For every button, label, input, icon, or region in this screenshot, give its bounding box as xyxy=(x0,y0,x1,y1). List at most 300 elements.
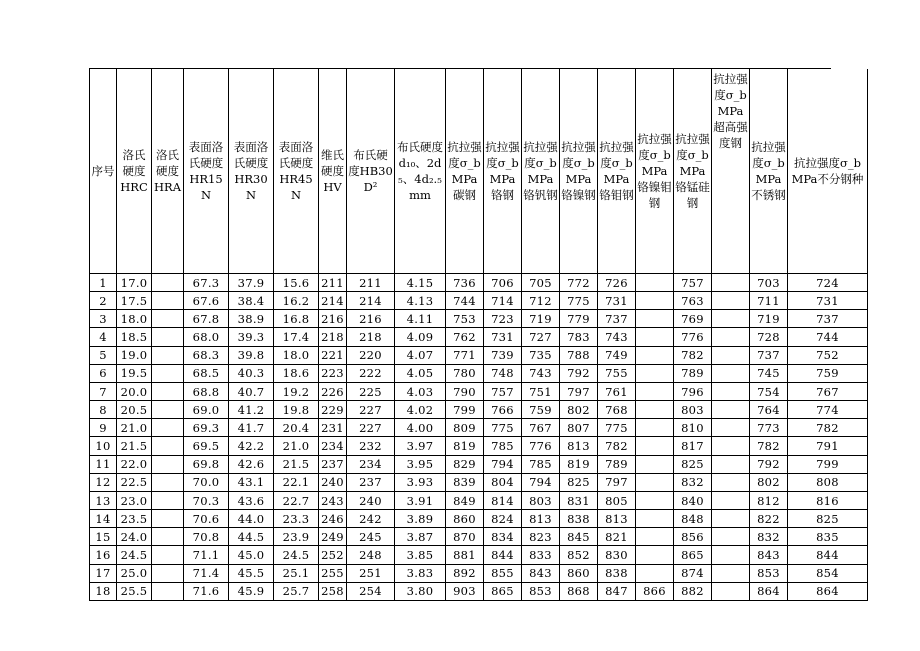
table-cell: 854 xyxy=(788,565,868,583)
table-cell: 3.80 xyxy=(395,583,446,601)
table-cell: 743 xyxy=(522,365,560,383)
table-cell: 860 xyxy=(446,510,484,528)
table-cell: 731 xyxy=(788,292,868,310)
table-cell: 731 xyxy=(484,328,522,346)
table-cell: 24.5 xyxy=(274,546,319,564)
table-cell: 4.15 xyxy=(395,274,446,292)
row-index-cell: 13 xyxy=(90,492,117,510)
table-cell: 227 xyxy=(347,401,395,419)
table-cell: 4.00 xyxy=(395,419,446,437)
table-cell: 222 xyxy=(347,365,395,383)
row-index-cell: 7 xyxy=(90,383,117,401)
table-cell: 864 xyxy=(788,583,868,601)
row-index-cell: 18 xyxy=(90,583,117,601)
table-cell xyxy=(636,365,674,383)
table-cell: 17.0 xyxy=(117,274,152,292)
table-cell: 22.0 xyxy=(117,456,152,474)
table-cell: 804 xyxy=(484,474,522,492)
table-cell: 835 xyxy=(788,528,868,546)
table-cell: 214 xyxy=(347,292,395,310)
table-cell: 712 xyxy=(522,292,560,310)
table-cell: 234 xyxy=(347,456,395,474)
table-cell: 773 xyxy=(750,419,788,437)
table-cell: 736 xyxy=(446,274,484,292)
table-cell xyxy=(152,528,184,546)
table-cell: 832 xyxy=(750,528,788,546)
table-cell xyxy=(152,347,184,365)
table-cell: 797 xyxy=(598,474,636,492)
table-cell: 234 xyxy=(319,437,347,455)
table-cell: 70.6 xyxy=(184,510,229,528)
row-index-cell: 9 xyxy=(90,419,117,437)
table-cell: 18.6 xyxy=(274,365,319,383)
table-cell: 825 xyxy=(788,510,868,528)
table-cell: 38.4 xyxy=(229,292,274,310)
table-cell xyxy=(152,292,184,310)
table-cell: 3.91 xyxy=(395,492,446,510)
table-cell: 865 xyxy=(674,546,712,564)
table-cell: 755 xyxy=(598,365,636,383)
table-cell: 844 xyxy=(484,546,522,564)
table-cell: 864 xyxy=(750,583,788,601)
table-cell: 68.3 xyxy=(184,347,229,365)
table-cell: 70.3 xyxy=(184,492,229,510)
table-cell: 69.3 xyxy=(184,419,229,437)
table-cell: 23.3 xyxy=(274,510,319,528)
table-cell: 220 xyxy=(347,347,395,365)
table-cell xyxy=(152,474,184,492)
table-cell: 216 xyxy=(319,310,347,328)
table-cell: 246 xyxy=(319,510,347,528)
table-cell xyxy=(636,474,674,492)
table-cell: 775 xyxy=(598,419,636,437)
table-cell: 218 xyxy=(319,328,347,346)
table-cell: 728 xyxy=(750,328,788,346)
table-cell: 794 xyxy=(484,456,522,474)
table-cell: 782 xyxy=(750,437,788,455)
table-cell: 41.7 xyxy=(229,419,274,437)
hardness-conversion-table xyxy=(89,68,864,601)
table-cell: 4.13 xyxy=(395,292,446,310)
table-cell: 211 xyxy=(347,274,395,292)
table-cell: 4.03 xyxy=(395,383,446,401)
header-cell: 布氏硬度d₁₀、2d₅、4d₂.₅mm xyxy=(395,69,446,274)
table-cell: 739 xyxy=(484,347,522,365)
header-cell: 序号 xyxy=(90,69,117,274)
table-cell: 15.6 xyxy=(274,274,319,292)
table-cell: 227 xyxy=(347,419,395,437)
table-cell xyxy=(152,365,184,383)
table-cell xyxy=(636,274,674,292)
table-cell xyxy=(712,492,750,510)
table-cell: 797 xyxy=(560,383,598,401)
table-cell: 810 xyxy=(674,419,712,437)
table-cell: 757 xyxy=(674,274,712,292)
table-cell: 860 xyxy=(560,565,598,583)
table-cell xyxy=(712,419,750,437)
table-cell: 221 xyxy=(319,347,347,365)
table-cell: 776 xyxy=(522,437,560,455)
table-cell: 20.4 xyxy=(274,419,319,437)
table-cell xyxy=(712,310,750,328)
table-cell: 4.07 xyxy=(395,347,446,365)
table-cell xyxy=(152,492,184,510)
table-cell: 21.0 xyxy=(117,419,152,437)
table-cell: 23.0 xyxy=(117,492,152,510)
table-cell: 829 xyxy=(446,456,484,474)
table-cell: 764 xyxy=(750,401,788,419)
table-cell: 22.5 xyxy=(117,474,152,492)
table-cell xyxy=(712,401,750,419)
table-cell xyxy=(636,328,674,346)
table-cell: 855 xyxy=(484,565,522,583)
table-cell: 838 xyxy=(598,565,636,583)
table-cell: 3.93 xyxy=(395,474,446,492)
table-cell: 833 xyxy=(522,546,560,564)
table-cell: 868 xyxy=(560,583,598,601)
header-cell: 抗拉强度σ_bMPa铬钼钢 xyxy=(598,69,636,274)
table-cell: 23.9 xyxy=(274,528,319,546)
table-cell: 776 xyxy=(674,328,712,346)
table-cell: 71.6 xyxy=(184,583,229,601)
table-cell: 70.8 xyxy=(184,528,229,546)
table-cell: 775 xyxy=(484,419,522,437)
table-cell: 807 xyxy=(560,419,598,437)
table-cell: 832 xyxy=(674,474,712,492)
table-cell: 3.97 xyxy=(395,437,446,455)
table-cell: 759 xyxy=(788,365,868,383)
table-cell: 21.0 xyxy=(274,437,319,455)
table-cell: 711 xyxy=(750,292,788,310)
table-cell: 757 xyxy=(484,383,522,401)
table-cell xyxy=(712,274,750,292)
table-cell xyxy=(152,437,184,455)
table-cell: 37.9 xyxy=(229,274,274,292)
row-index-cell: 1 xyxy=(90,274,117,292)
table-cell: 766 xyxy=(484,401,522,419)
table-cell: 68.0 xyxy=(184,328,229,346)
table-cell: 218 xyxy=(347,328,395,346)
table-cell xyxy=(636,546,674,564)
table-cell: 71.4 xyxy=(184,565,229,583)
table-cell: 19.2 xyxy=(274,383,319,401)
header-cell: 抗拉强度σ_bMPa铬锰硅钢 xyxy=(674,69,712,274)
table-cell: 3.87 xyxy=(395,528,446,546)
table-cell: 881 xyxy=(446,546,484,564)
row-index-cell: 10 xyxy=(90,437,117,455)
row-index-cell: 8 xyxy=(90,401,117,419)
table-cell: 737 xyxy=(598,310,636,328)
header-cell: 表面洛氏硬度HR15N xyxy=(184,69,229,274)
table-cell: 25.0 xyxy=(117,565,152,583)
table-cell xyxy=(636,347,674,365)
table-cell: 749 xyxy=(598,347,636,365)
header-cell: 洛氏硬度HRC xyxy=(117,69,152,274)
table-cell: 223 xyxy=(319,365,347,383)
table-cell: 780 xyxy=(446,365,484,383)
table-cell: 839 xyxy=(446,474,484,492)
table-cell: 19.5 xyxy=(117,365,152,383)
table-cell: 255 xyxy=(319,565,347,583)
table-cell: 782 xyxy=(674,347,712,365)
table-cell: 767 xyxy=(788,383,868,401)
table-cell: 792 xyxy=(750,456,788,474)
table-cell: 3.85 xyxy=(395,546,446,564)
table-cell: 40.3 xyxy=(229,365,274,383)
table-cell: 4.09 xyxy=(395,328,446,346)
table-cell: 743 xyxy=(598,328,636,346)
table-cell xyxy=(636,528,674,546)
table-cell: 242 xyxy=(347,510,395,528)
table-cell xyxy=(636,565,674,583)
table-cell: 799 xyxy=(446,401,484,419)
table-cell: 823 xyxy=(522,528,560,546)
table-cell: 745 xyxy=(750,365,788,383)
table-cell: 3.83 xyxy=(395,565,446,583)
table-cell: 703 xyxy=(750,274,788,292)
table-cell: 16.2 xyxy=(274,292,319,310)
table-cell: 791 xyxy=(788,437,868,455)
table-cell: 68.5 xyxy=(184,365,229,383)
table-cell: 748 xyxy=(484,365,522,383)
table-cell: 254 xyxy=(347,583,395,601)
table-cell: 892 xyxy=(446,565,484,583)
table-cell: 705 xyxy=(522,274,560,292)
table-cell: 252 xyxy=(319,546,347,564)
table-cell: 779 xyxy=(560,310,598,328)
header-cell: 抗拉强度σ_bMPa铬镍钢 xyxy=(560,69,598,274)
table-cell: 789 xyxy=(674,365,712,383)
table-cell xyxy=(152,383,184,401)
table-cell: 762 xyxy=(446,328,484,346)
table-cell: 774 xyxy=(788,401,868,419)
header-cell: 抗拉强度σ_bMPa铬镍钼钢 xyxy=(636,69,674,274)
table-cell: 831 xyxy=(560,492,598,510)
table-cell: 67.8 xyxy=(184,310,229,328)
table-cell xyxy=(636,383,674,401)
table-cell: 43.6 xyxy=(229,492,274,510)
table-cell: 737 xyxy=(750,347,788,365)
table-cell xyxy=(152,583,184,601)
table-cell: 719 xyxy=(750,310,788,328)
table-cell: 23.5 xyxy=(117,510,152,528)
table-cell: 785 xyxy=(484,437,522,455)
table-cell: 735 xyxy=(522,347,560,365)
table-cell: 808 xyxy=(788,474,868,492)
table-cell: 43.1 xyxy=(229,474,274,492)
table-cell xyxy=(636,437,674,455)
table-cell: 21.5 xyxy=(274,456,319,474)
row-index-cell: 5 xyxy=(90,347,117,365)
table-cell: 789 xyxy=(598,456,636,474)
table-cell: 40.7 xyxy=(229,383,274,401)
table-cell: 4.05 xyxy=(395,365,446,383)
table-cell: 782 xyxy=(788,419,868,437)
table-cell xyxy=(712,347,750,365)
header-cell: 抗拉强度σ_bMPa铬钒钢 xyxy=(522,69,560,274)
table-cell: 727 xyxy=(522,328,560,346)
row-index-cell: 3 xyxy=(90,310,117,328)
table-cell: 768 xyxy=(598,401,636,419)
table-cell: 18.0 xyxy=(274,347,319,365)
table-cell xyxy=(636,310,674,328)
table-cell: 802 xyxy=(560,401,598,419)
table-cell: 42.6 xyxy=(229,456,274,474)
table-cell: 258 xyxy=(319,583,347,601)
row-index-cell: 12 xyxy=(90,474,117,492)
table-cell: 70.0 xyxy=(184,474,229,492)
table-cell: 18.5 xyxy=(117,328,152,346)
table-cell: 825 xyxy=(560,474,598,492)
table-cell xyxy=(152,310,184,328)
table-cell: 767 xyxy=(522,419,560,437)
table-cell: 231 xyxy=(319,419,347,437)
table-cell: 248 xyxy=(347,546,395,564)
table-cell: 763 xyxy=(674,292,712,310)
table-cell: 792 xyxy=(560,365,598,383)
table-cell: 216 xyxy=(347,310,395,328)
table-cell: 852 xyxy=(560,546,598,564)
table-cell: 843 xyxy=(522,565,560,583)
table-cell: 22.1 xyxy=(274,474,319,492)
table-cell: 853 xyxy=(750,565,788,583)
table-cell: 813 xyxy=(560,437,598,455)
table-cell: 39.8 xyxy=(229,347,274,365)
table-cell: 845 xyxy=(560,528,598,546)
table-cell: 782 xyxy=(598,437,636,455)
table-cell: 752 xyxy=(788,347,868,365)
table-cell: 20.5 xyxy=(117,401,152,419)
table-cell: 41.2 xyxy=(229,401,274,419)
table-cell: 714 xyxy=(484,292,522,310)
table-cell: 783 xyxy=(560,328,598,346)
table-cell: 71.1 xyxy=(184,546,229,564)
table-cell xyxy=(636,492,674,510)
table-cell: 834 xyxy=(484,528,522,546)
table-cell: 20.0 xyxy=(117,383,152,401)
table-cell: 44.5 xyxy=(229,528,274,546)
table-cell: 813 xyxy=(522,510,560,528)
table-cell: 22.7 xyxy=(274,492,319,510)
table-cell: 802 xyxy=(750,474,788,492)
table-cell: 737 xyxy=(788,310,868,328)
table-cell: 790 xyxy=(446,383,484,401)
table-cell: 24.5 xyxy=(117,546,152,564)
table-cell: 69.5 xyxy=(184,437,229,455)
table-cell: 18.0 xyxy=(117,310,152,328)
table-cell xyxy=(152,546,184,564)
table-cell: 785 xyxy=(522,456,560,474)
table-cell: 3.89 xyxy=(395,510,446,528)
table-cell: 69.0 xyxy=(184,401,229,419)
table-cell: 237 xyxy=(347,474,395,492)
table-cell: 825 xyxy=(674,456,712,474)
table-cell: 813 xyxy=(598,510,636,528)
table-cell: 803 xyxy=(674,401,712,419)
table-cell xyxy=(636,419,674,437)
table-cell xyxy=(152,456,184,474)
table-cell xyxy=(712,328,750,346)
table-cell: 847 xyxy=(598,583,636,601)
table-cell: 16.8 xyxy=(274,310,319,328)
table-cell xyxy=(152,565,184,583)
table-cell: 226 xyxy=(319,383,347,401)
table-cell: 771 xyxy=(446,347,484,365)
table-cell: 821 xyxy=(598,528,636,546)
table-cell: 812 xyxy=(750,492,788,510)
table-cell: 882 xyxy=(674,583,712,601)
table-cell: 744 xyxy=(788,328,868,346)
table-cell xyxy=(712,365,750,383)
table-cell xyxy=(712,437,750,455)
table-cell: 796 xyxy=(674,383,712,401)
table-cell: 769 xyxy=(674,310,712,328)
table-cell: 838 xyxy=(560,510,598,528)
table-cell xyxy=(712,456,750,474)
table-cell xyxy=(152,274,184,292)
table-cell: 817 xyxy=(674,437,712,455)
table-cell: 229 xyxy=(319,401,347,419)
table-cell: 822 xyxy=(750,510,788,528)
row-index-cell: 4 xyxy=(90,328,117,346)
table-cell: 214 xyxy=(319,292,347,310)
table-cell: 819 xyxy=(446,437,484,455)
table-cell: 840 xyxy=(674,492,712,510)
header-cell: 表面洛氏硬度HR45N xyxy=(274,69,319,274)
table-cell: 21.5 xyxy=(117,437,152,455)
table-cell: 848 xyxy=(674,510,712,528)
table-cell: 726 xyxy=(598,274,636,292)
table-cell: 870 xyxy=(446,528,484,546)
row-index-cell: 16 xyxy=(90,546,117,564)
table-cell: 843 xyxy=(750,546,788,564)
table-cell: 4.11 xyxy=(395,310,446,328)
table-cell: 4.02 xyxy=(395,401,446,419)
table-cell: 903 xyxy=(446,583,484,601)
table-cell xyxy=(152,401,184,419)
table-cell: 211 xyxy=(319,274,347,292)
table-cell xyxy=(712,546,750,564)
table-cell xyxy=(152,419,184,437)
table-cell xyxy=(712,383,750,401)
table-cell: 251 xyxy=(347,565,395,583)
header-cell: 表面洛氏硬度HR30N xyxy=(229,69,274,274)
table-cell: 25.7 xyxy=(274,583,319,601)
table-cell: 240 xyxy=(319,474,347,492)
table-cell: 724 xyxy=(788,274,868,292)
table-cell: 775 xyxy=(560,292,598,310)
table-cell: 759 xyxy=(522,401,560,419)
table-cell: 67.3 xyxy=(184,274,229,292)
table-cell: 723 xyxy=(484,310,522,328)
table-cell: 68.8 xyxy=(184,383,229,401)
table-cell: 814 xyxy=(484,492,522,510)
table-cell: 67.6 xyxy=(184,292,229,310)
table-cell: 865 xyxy=(484,583,522,601)
row-index-cell: 2 xyxy=(90,292,117,310)
row-index-cell: 15 xyxy=(90,528,117,546)
table-cell: 761 xyxy=(598,383,636,401)
table-cell: 824 xyxy=(484,510,522,528)
table-cell: 237 xyxy=(319,456,347,474)
table-cell xyxy=(636,510,674,528)
row-index-cell: 14 xyxy=(90,510,117,528)
table-cell: 844 xyxy=(788,546,868,564)
header-cell: 布氏硬度HB30D² xyxy=(347,69,395,274)
table-cell: 849 xyxy=(446,492,484,510)
table-cell: 754 xyxy=(750,383,788,401)
table-cell: 805 xyxy=(598,492,636,510)
